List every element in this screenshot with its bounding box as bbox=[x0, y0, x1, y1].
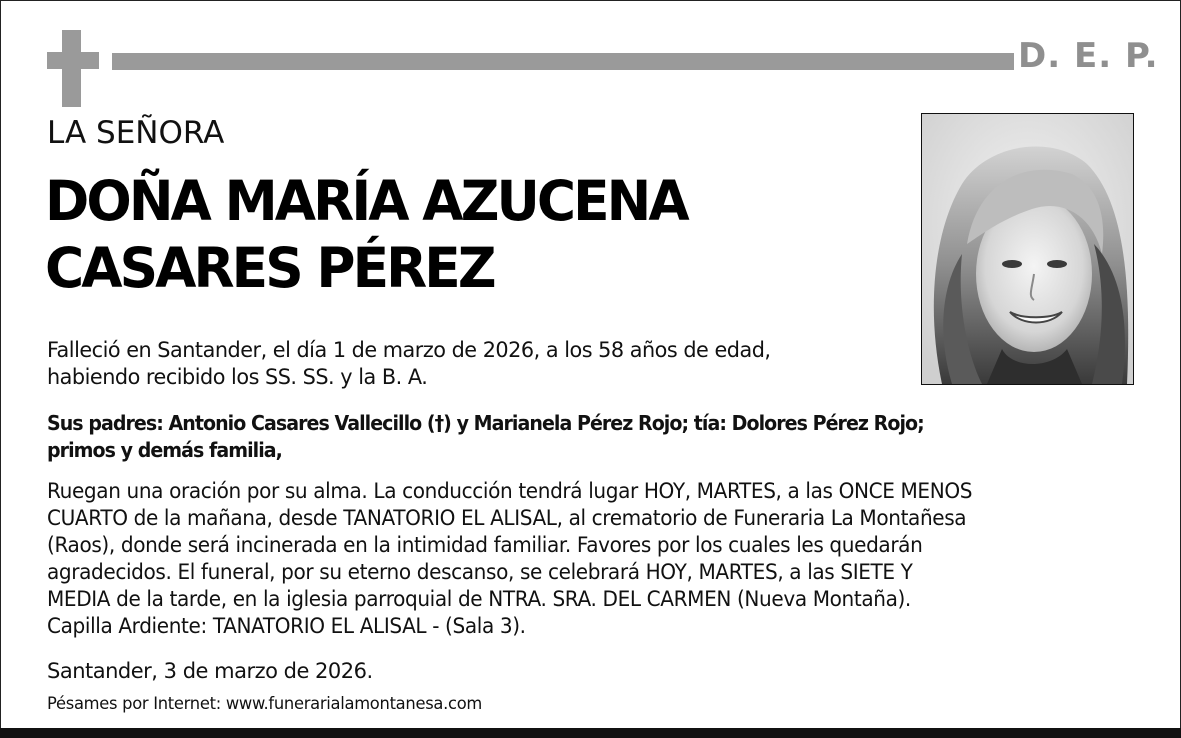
ceremony-line: Capilla Ardiente: TANATORIO EL ALISAL - (Sala 3). bbox=[47, 614, 526, 638]
honorific: LA SEÑORA bbox=[47, 115, 225, 151]
ceremony-details bbox=[47, 478, 1126, 640]
name-line-2: CASARES PÉREZ bbox=[45, 236, 494, 300]
ceremony-line: agradecidos. El funeral, por su eterno descanso, se celebrará HOY, MARTES, a las SIETE Y bbox=[47, 560, 913, 584]
family-line-2: primos y demás familia, bbox=[47, 438, 282, 462]
portrait-photo bbox=[921, 113, 1134, 385]
death-notice bbox=[47, 337, 918, 391]
ceremony-line: (Raos), donde será incinerada en la intimidad familiar. Favores por los cuales les quedarán bbox=[47, 533, 923, 557]
family-line-1: Sus padres: Antonio Casares Vallecillo (†) y Marianela Pérez Rojo; tía: Dolores Pérez Rojo; bbox=[47, 411, 924, 435]
death-notice-line-2: habiendo recibido los SS. SS. y la B. A. bbox=[47, 365, 428, 389]
death-notice-line-1: Falleció en Santander, el día 1 de marzo de 2026, a los 58 años de edad, bbox=[47, 338, 771, 362]
place-date: Santander, 3 de marzo de 2026. bbox=[47, 659, 373, 683]
family-members bbox=[47, 410, 1102, 464]
bottom-border bbox=[0, 728, 1181, 738]
ceremony-line: CUARTO de la mañana, desde TANATORIO EL ALISAL, al crematorio de Funeraria La Montañesa bbox=[47, 506, 967, 530]
ceremony-line: Ruegan una oración por su alma. La conducción tendrá lugar HOY, MARTES, a las ONCE MENOS bbox=[47, 479, 973, 503]
dep-heading: D. E. P. bbox=[1018, 36, 1159, 76]
name-line-1: DOÑA MARÍA AZUCENA bbox=[45, 169, 687, 233]
deceased-name bbox=[45, 168, 879, 302]
header-rule bbox=[112, 53, 1014, 70]
condolences-website: Pésames por Internet: www.funerarialamontanesa.com bbox=[47, 694, 483, 714]
ceremony-line: MEDIA de la tarde, en la iglesia parroquial de NTRA. SRA. DEL CARMEN (Nueva Montaña). bbox=[47, 587, 911, 611]
